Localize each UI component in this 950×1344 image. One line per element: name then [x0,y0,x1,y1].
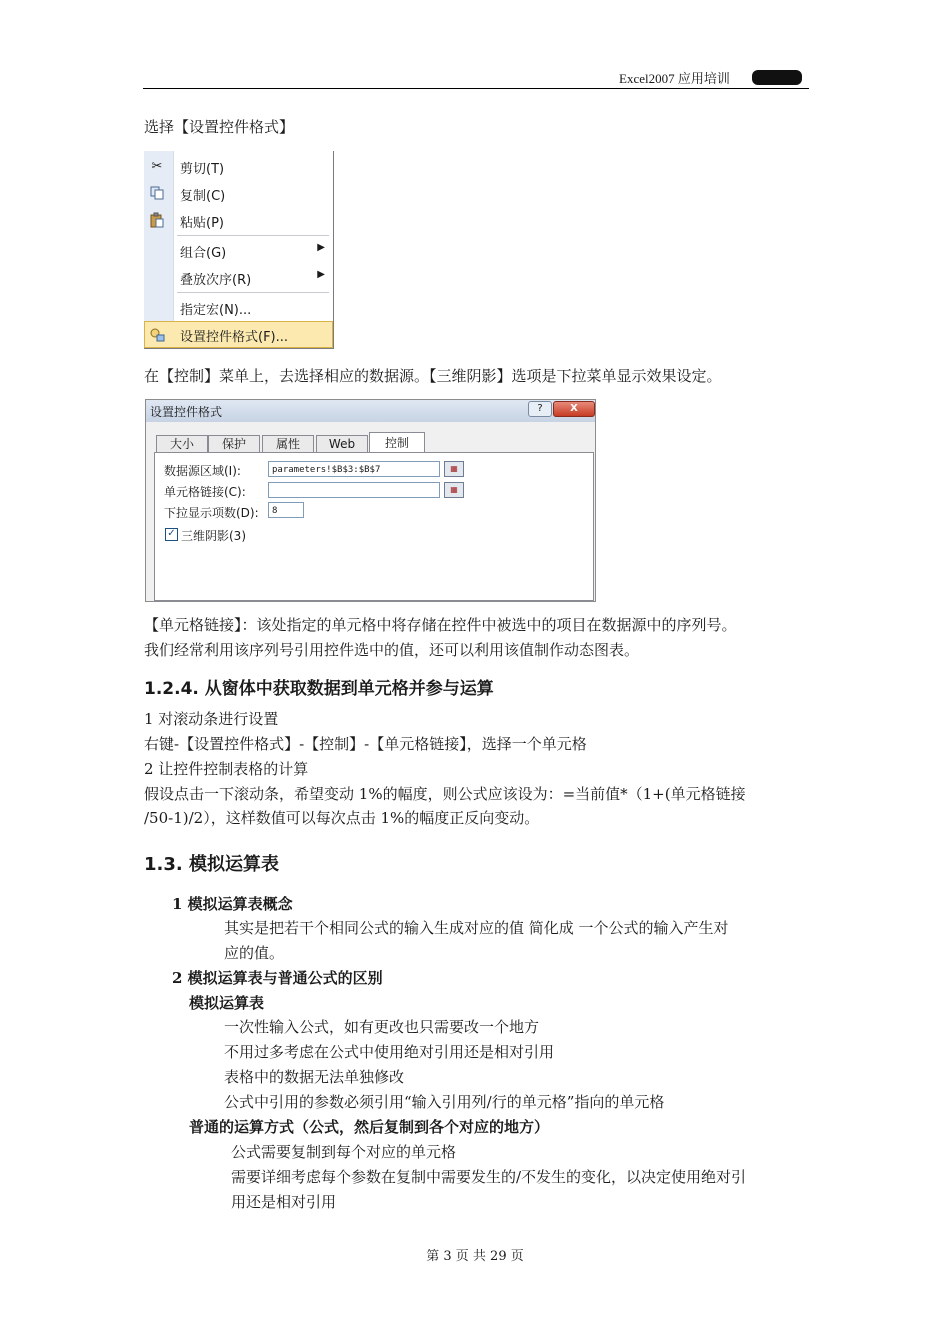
menu-separator [177,292,329,293]
sub2-line: 用还是相对引用 [231,1193,337,1211]
format-control-dialog [145,399,596,602]
sub1-line: 不用过多考虑在公式中使用绝对引用还是相对引用 [224,1043,555,1061]
sub2-line: 公式需要复制到每个对应的单元格 [231,1143,457,1161]
section-124-line: 1 对滚动条进行设置 [144,710,279,728]
header-logo-bar [752,70,802,85]
header-divider [143,88,809,89]
tab-properties[interactable]: 属性 [262,435,314,453]
tab-size[interactable]: 大小 [156,435,208,453]
cell-link-desc-line1: 【单元格链接】：该处指定的单元格中将存储在控件中被选中的项目在数据源中的序列号。 [144,616,737,634]
close-button[interactable]: X [553,401,595,417]
sub2-line: 需要详细考虑每个参数在复制中需要发生的/不发生的变化，以决定使用绝对引 [231,1168,747,1186]
menu-item-paste[interactable] [144,207,333,234]
sub2-title: 普通的运算方式（公式，然后复制到各个对应的地方） [189,1118,550,1136]
help-button[interactable]: ? [528,401,552,417]
dialog-titlebar [146,400,595,422]
header-title: Excel2007 应用培训 [619,71,730,86]
cell-link-label: 单元格链接(C): [164,485,246,499]
page-footer: 第 3 页 共 29 页 [426,1249,524,1264]
3d-shading-checkbox[interactable]: ✓ [165,528,178,541]
collapse-dialog-icon[interactable]: ▦ [444,461,464,477]
section-heading-13: 1.3. 模拟运算表 [144,854,279,875]
menu-item-group[interactable] [144,237,333,264]
source-range-label: 数据源区域(I): [164,464,241,478]
menu-item-label: 叠放次序(R) [180,273,252,288]
section-124-line: 假设点击一下滚动条，希望变动 1%的幅度，则公式应该设为：=当前值*（1+(单元格链接 [144,785,746,803]
menu-item-copy[interactable] [144,180,333,207]
cell-link-desc-line2: 我们经常利用该序列号引用控件选中的值，还可以利用该值制作动态图表。 [144,641,640,659]
tab-control[interactable]: 控制 [369,432,425,454]
sub1-title: 模拟运算表 [189,994,265,1012]
sub1-line: 表格中的数据无法单独修改 [224,1068,405,1086]
paste-icon [148,212,166,230]
menu-item-label: 粘贴(P) [180,216,224,231]
format-control-icon [148,326,166,344]
cell-link-input[interactable] [268,482,440,498]
menu-item-order[interactable] [144,264,333,291]
dropdown-lines-input[interactable]: 8 [268,502,304,518]
menu-item-cut[interactable] [144,153,333,180]
para-control-menu: 在【控制】菜单上，去选择相应的数据源。【三维阴影】选项是下拉菜单显示效果设定。 [144,367,722,385]
sub1-line: 公式中引用的参数必须引用“输入引用列/行的单元格”指向的单元格 [224,1093,665,1111]
section-124-line: 2 让控件控制表格的计算 [144,760,309,778]
submenu-arrow-icon: ▶ [317,242,325,253]
collapse-dialog-icon[interactable]: ▦ [444,482,464,498]
menu-item-label: 组合(G) [180,246,227,261]
menu-item-label: 复制(C) [180,189,226,204]
context-menu [144,151,334,349]
control-tab-panel [154,452,594,601]
tab-protection[interactable]: 保护 [208,435,260,453]
dropdown-lines-label: 下拉显示项数(D): [164,506,259,520]
menu-item-label: 剪切(T) [180,162,225,177]
sub1-line: 一次性输入公式，如有更改也只需要改一个地方 [224,1018,540,1036]
dialog-title: 设置控件格式 [150,405,223,419]
menu-item-label: 设置控件格式(F)... [180,330,289,345]
scissors-icon: ✂ [151,159,163,174]
item1-line1: 其实是把若干个相同公式的输入生成对应的值 简化成 一个公式的输入产生对 [224,919,729,937]
item2-title: 2 模拟运算表与普通公式的区别 [172,969,383,987]
item1-title: 1 模拟运算表概念 [172,895,293,913]
section-124-line: /50-1)/2），这样数值可以每次点击 1%的幅度正反向变动。 [144,809,540,827]
item1-line2: 应的值。 [224,944,285,962]
intro-text: 选择【设置控件格式】 [144,118,295,136]
menu-item-label: 指定宏(N)... [180,303,252,318]
section-heading-124: 1.2.4. 从窗体中获取数据到单元格并参与运算 [144,679,494,699]
tab-web[interactable]: Web [316,435,368,453]
menu-item-assign-macro[interactable] [144,294,333,321]
submenu-arrow-icon: ▶ [317,269,325,280]
section-124-line: 右键-【设置控件格式】-【控制】-【单元格链接】，选择一个单元格 [144,735,587,753]
copy-icon [148,185,166,203]
3d-shading-label: 三维阴影(3) [181,529,246,543]
menu-item-format-control[interactable] [144,321,333,348]
source-range-input[interactable]: parameters!$B$3:$B$7 [268,461,440,477]
menu-separator [177,235,329,236]
